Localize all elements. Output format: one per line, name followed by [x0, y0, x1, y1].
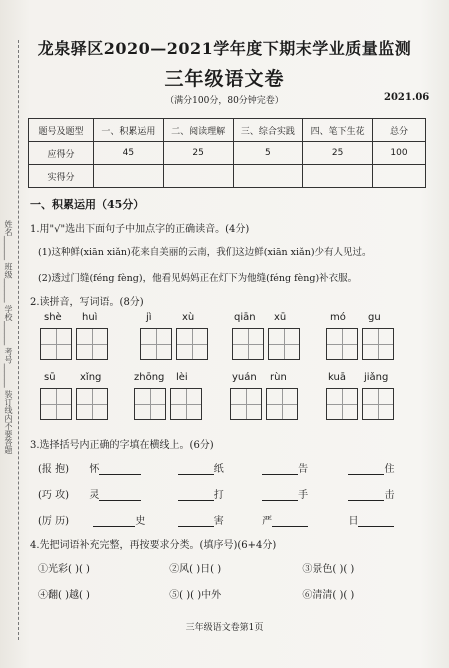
writing-grid-box[interactable]	[176, 328, 208, 360]
q4-row-2	[38, 586, 428, 601]
q3-row	[38, 512, 394, 527]
q3-row-label: (巧 攻)	[38, 490, 69, 501]
binding-side-text: 姓名______ 班级______ 学校______ 考号______ 装订线内不要答题	[4, 220, 13, 455]
score-input-cell[interactable]	[303, 165, 373, 188]
exam-title: 龙泉驿区2020—2021学年度下期末学业质量监测	[37, 39, 412, 58]
fill-blank[interactable]	[358, 516, 394, 527]
q4-item: ①光彩( )( )	[38, 564, 90, 575]
writing-grid-box[interactable]	[268, 328, 300, 360]
q3-word: 手	[298, 490, 309, 501]
q4-prompt: 4.先把词语补充完整，再按要求分类。(填序号)(6+4分)	[30, 540, 277, 551]
q3-word: 击	[384, 490, 395, 501]
writing-grid-box[interactable]	[326, 388, 358, 420]
score-cell: 45	[94, 142, 164, 165]
pinyin-box-group	[40, 312, 120, 370]
score-cell: 25	[303, 142, 373, 165]
q4-item: ③景色( )( )	[302, 564, 355, 575]
q1-prompt: 1.用"√"选出下面句子中加点字的正确读音。(4分)	[30, 224, 250, 235]
pinyin-label: huì	[82, 312, 98, 323]
pinyin-box-group	[134, 372, 214, 430]
writing-grid-box[interactable]	[76, 328, 108, 360]
fill-blank[interactable]	[272, 516, 308, 527]
pinyin-label: shè	[44, 312, 62, 323]
q1-item-1: (1)这种鲜(xiān xiǎn)花来自美丽的云南，我们这边鲜(xiān xiǎn)少有人见过。	[38, 247, 372, 258]
q3-word: 打	[213, 490, 224, 501]
q3-row	[38, 460, 394, 475]
exam-subtitle: 三年级语文卷	[164, 68, 285, 90]
q3-word: 史	[135, 516, 146, 527]
pinyin-box-group	[326, 312, 406, 370]
q4-row-1	[38, 560, 428, 575]
writing-grid-box[interactable]	[140, 328, 172, 360]
score-cell: 5	[233, 142, 303, 165]
fill-blank[interactable]	[262, 490, 298, 501]
pinyin-label: yuán	[232, 372, 257, 383]
exam-note: （满分100分，80分钟完卷）	[165, 96, 284, 106]
score-input-cell[interactable]	[233, 165, 303, 188]
q3-word: 灵	[89, 490, 100, 501]
section1-title: 一、积累运用（45分）	[30, 198, 145, 211]
pinyin-label: mó	[330, 312, 346, 323]
q3-row-label: (报 抱)	[38, 464, 69, 475]
q3-prompt: 3.选择括号内正确的字填在横线上。(6分)	[30, 440, 214, 451]
fill-blank[interactable]	[178, 464, 214, 475]
score-input-cell[interactable]	[94, 165, 164, 188]
fill-blank[interactable]	[178, 516, 214, 527]
fill-blank[interactable]	[99, 464, 141, 475]
score-header-cell: 一、积累运用	[94, 119, 164, 142]
score-header-row	[29, 119, 426, 142]
pinyin-box-group	[230, 372, 310, 430]
fill-blank[interactable]	[99, 490, 141, 501]
pinyin-label: qiān	[234, 312, 256, 323]
pinyin-label: xū	[274, 312, 287, 323]
score-header-cell: 题号及题型	[29, 119, 94, 142]
pinyin-label: xù	[182, 312, 195, 323]
writing-grid-box[interactable]	[326, 328, 358, 360]
score-header-cell: 二、阅读理解	[163, 119, 233, 142]
q1-item-2: (2)透过门缝(féng fèng)，他看见妈妈正在灯下为他缝(féng fèng)补衣服。	[38, 273, 358, 284]
q3-word: 害	[213, 516, 224, 527]
q4-item: ④翻( )越( )	[38, 590, 90, 601]
writing-grid-box[interactable]	[362, 328, 394, 360]
pinyin-box-group	[326, 372, 406, 430]
pinyin-box-group	[40, 372, 120, 430]
q3-word: 严	[262, 516, 273, 527]
fill-blank[interactable]	[348, 490, 384, 501]
page-footer: 三年级语文卷第1页	[185, 623, 264, 633]
pinyin-label: jiǎng	[364, 372, 389, 383]
pinyin-label: kuā	[328, 372, 346, 383]
pinyin-box-group	[232, 312, 312, 370]
score-header-cell: 三、综合实践	[233, 119, 303, 142]
pinyin-label: sū	[44, 372, 56, 383]
q3-word: 告	[298, 464, 309, 475]
q3-word: 怀	[89, 464, 100, 475]
q4-item: ②风( )日( )	[169, 564, 222, 575]
q3-word: 纸	[213, 464, 224, 475]
writing-grid-box[interactable]	[230, 388, 262, 420]
fill-blank[interactable]	[348, 464, 384, 475]
score-input-cell[interactable]	[163, 165, 233, 188]
q3-word: 日	[348, 516, 359, 527]
score-input-cell[interactable]	[373, 165, 426, 188]
pinyin-label: gu	[368, 312, 381, 323]
writing-grid-box[interactable]	[134, 388, 166, 420]
q4-item: ⑥清清( )( )	[302, 590, 355, 601]
score-row-actual	[29, 165, 426, 188]
writing-grid-box[interactable]	[40, 388, 72, 420]
q3-row-label: (厉 历)	[38, 516, 69, 527]
pinyin-box-group	[140, 312, 220, 370]
score-cell: 100	[373, 142, 426, 165]
pinyin-label: lèi	[176, 372, 188, 383]
q4-item: ⑤( )( )中外	[169, 590, 222, 601]
q3-word: 住	[384, 464, 395, 475]
score-cell: 25	[163, 142, 233, 165]
exam-date: 2021.06	[384, 92, 430, 103]
pinyin-label: xǐng	[80, 372, 102, 383]
writing-grid-box[interactable]	[362, 388, 394, 420]
score-row-expected	[29, 142, 426, 165]
score-header-cell: 总分	[373, 119, 426, 142]
score-cell: 实得分	[29, 165, 94, 188]
fill-blank[interactable]	[178, 490, 214, 501]
writing-grid-box[interactable]	[232, 328, 264, 360]
writing-grid-box[interactable]	[266, 388, 298, 420]
score-header-cell: 四、笔下生花	[303, 119, 373, 142]
score-cell: 应得分	[29, 142, 94, 165]
writing-grid-box[interactable]	[170, 388, 202, 420]
binding-line	[18, 40, 19, 640]
pinyin-label: rùn	[270, 372, 287, 383]
fill-blank[interactable]	[262, 464, 298, 475]
pinyin-label: zhōng	[134, 372, 165, 383]
q3-row	[38, 486, 394, 501]
fill-blank[interactable]	[93, 516, 135, 527]
writing-grid-box[interactable]	[76, 388, 108, 420]
score-table	[28, 118, 426, 188]
writing-grid-box[interactable]	[40, 328, 72, 360]
q2-prompt: 2.读拼音，写词语。(8分)	[30, 297, 144, 308]
pinyin-label: jì	[146, 312, 152, 323]
